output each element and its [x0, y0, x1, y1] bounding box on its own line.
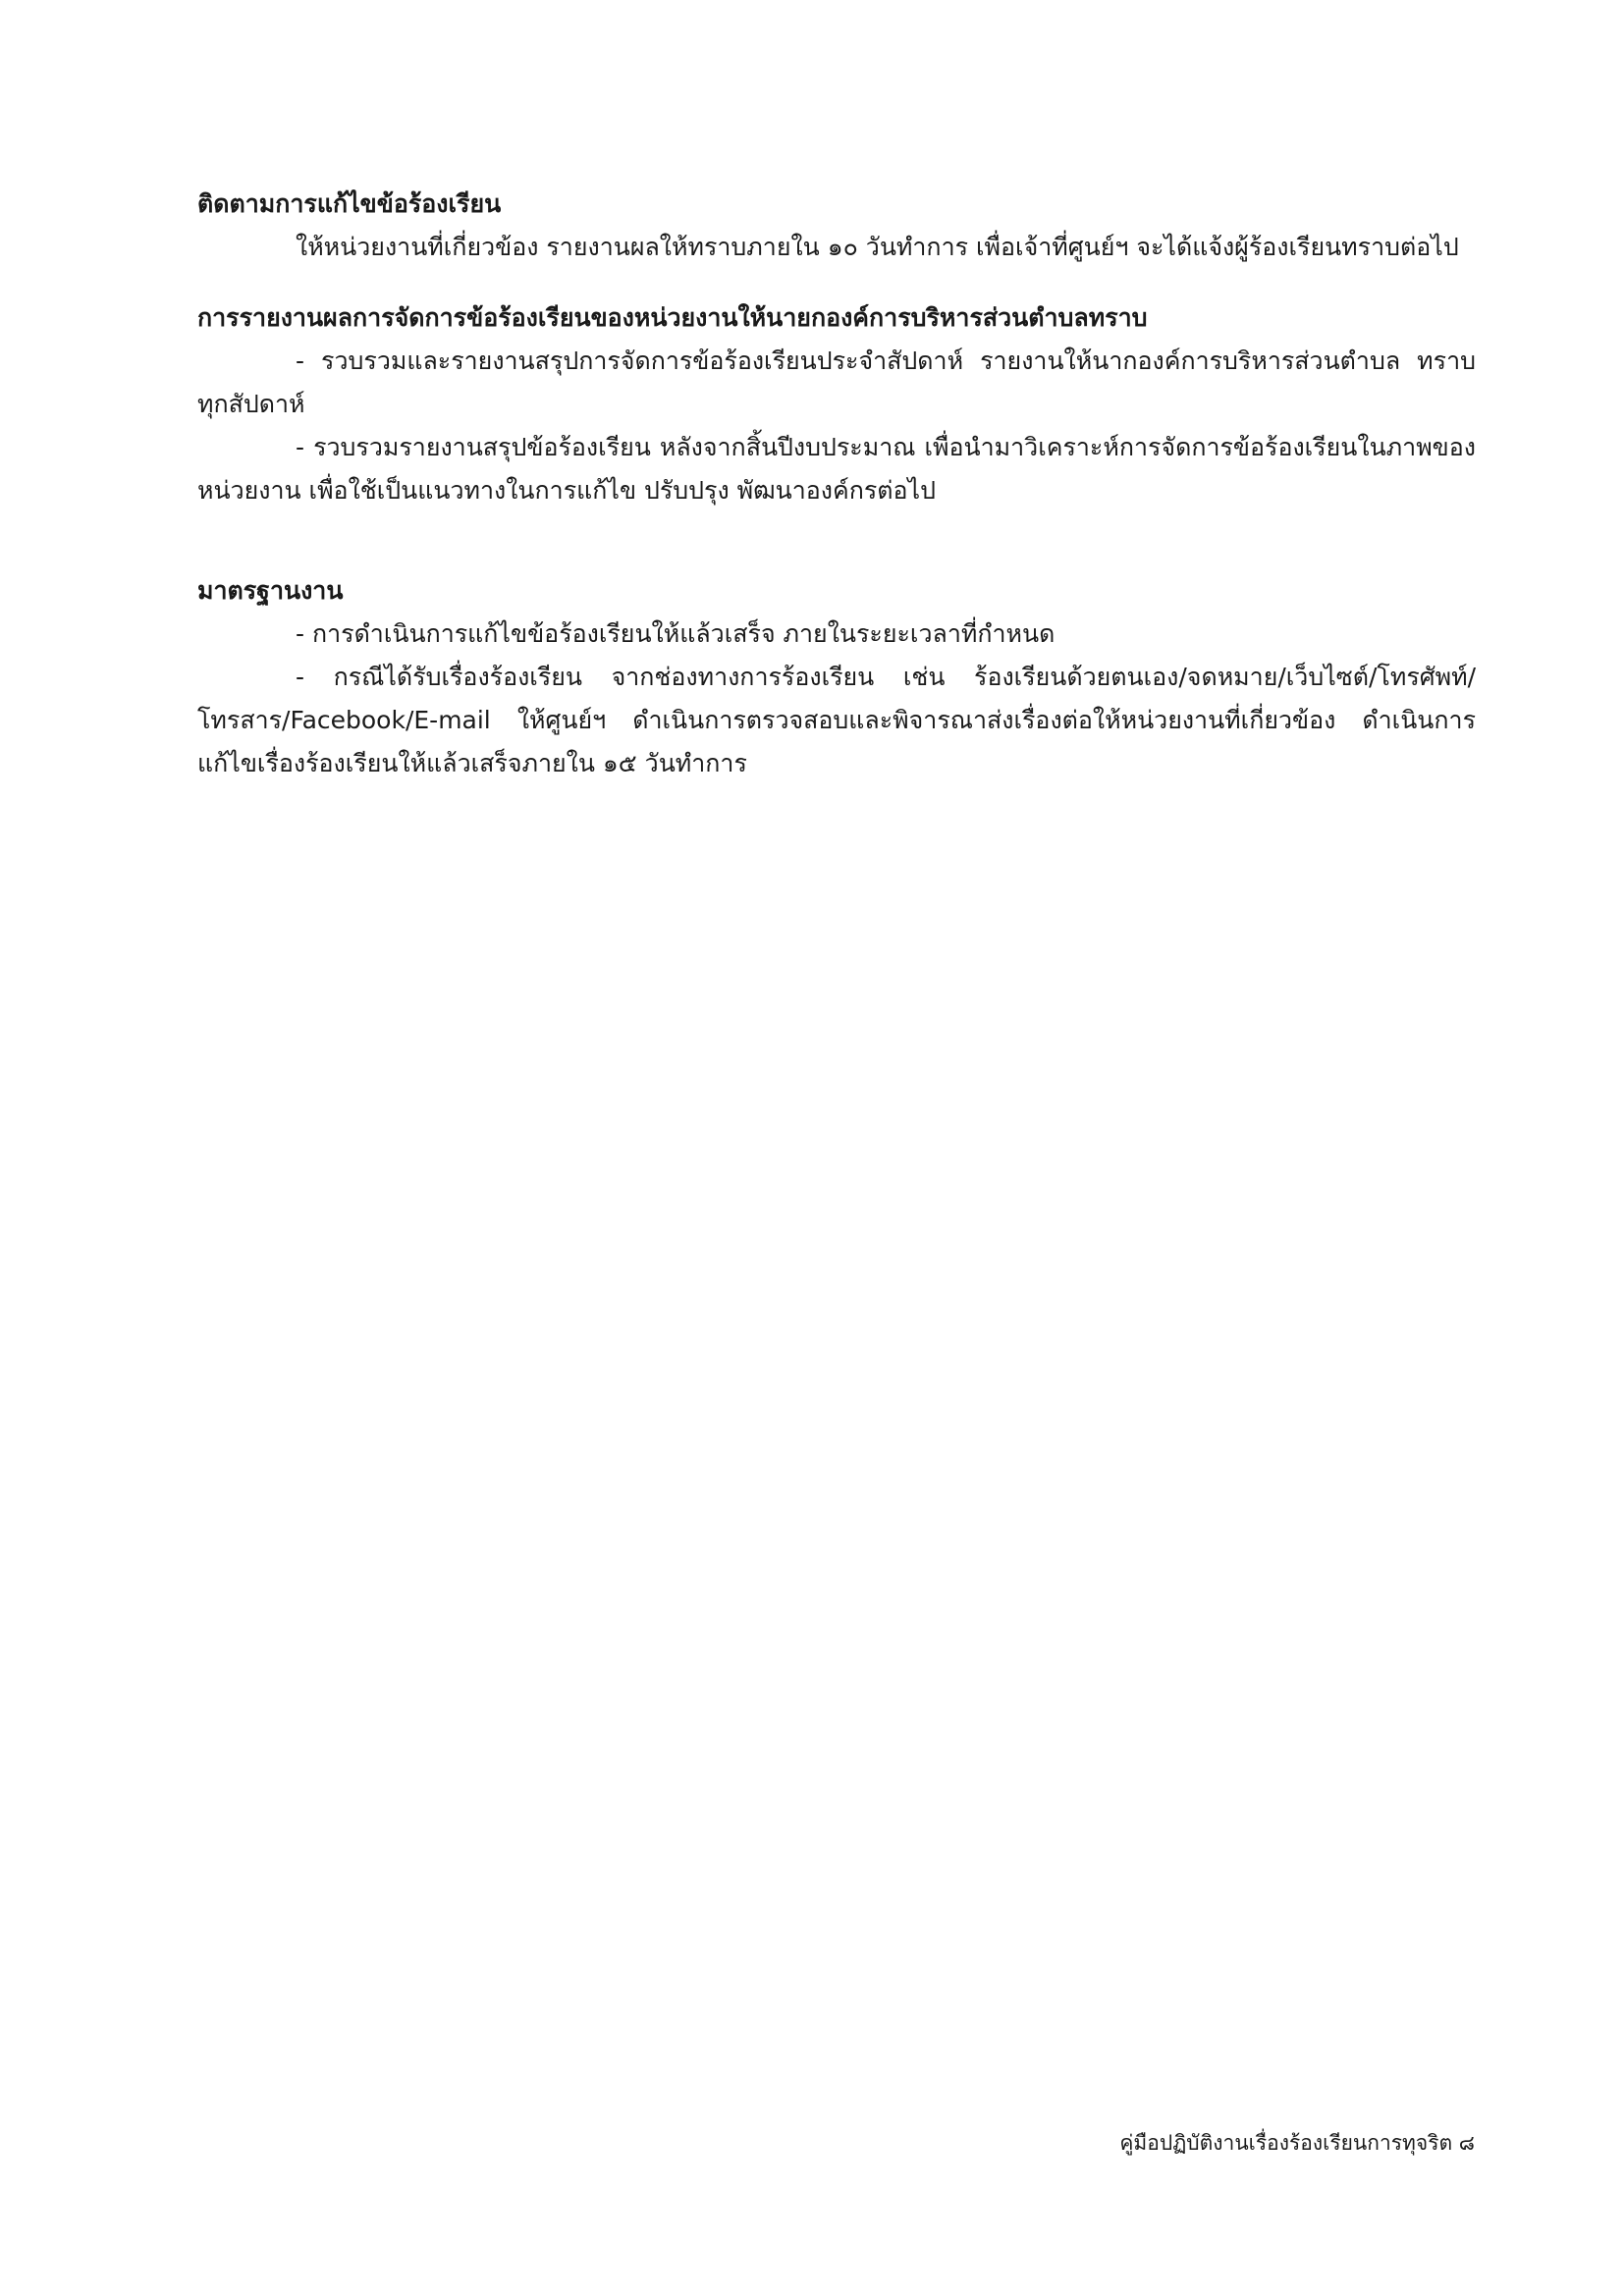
section-heading: การรายงานผลการจัดการข้อร้องเรียนของหน่วยงานให้นายกองค์การบริหารส่วนตำบลทราบ — [197, 303, 1148, 332]
section-heading: มาตรฐานงาน — [197, 576, 344, 605]
page-footer: คู่มือปฏิบัติงานเรื่องร้องเรียนการทุจริต ๘ — [1119, 2131, 1475, 2155]
paragraph: - การดำเนินการแก้ไขข้อร้องเรียนให้แล้วเสร็จ ภายในระยะเวลาที่กำหนด — [296, 619, 1056, 648]
section-reporting — [197, 296, 1476, 512]
document-body — [197, 183, 1476, 785]
paragraph: ให้หน่วยงานที่เกี่ยวข้อง รายงานผลให้ทราบภายใน ๑๐ วันทำการ เพื่อเจ้าที่ศูนย์ฯ จะได้แจ้งผู้ร้องเรียนทราบต่อไป — [296, 233, 1459, 261]
section-heading: ติดตามการแก้ไขข้อร้องเรียน — [197, 189, 502, 218]
section-follow-up — [197, 183, 1476, 269]
section-standards — [197, 569, 1476, 785]
paragraph: - รวบรวมและรายงานสรุปการจัดการข้อร้องเรียนประจำสัปดาห์ รายงานให้นากองค์การบริหารส่วนตำบล ทราบทุกสัปดาห์ — [197, 347, 1476, 418]
paragraph: - รวบรวมรายงานสรุปข้อร้องเรียน หลังจากสิ้นปีงบประมาณ เพื่อนำมาวิเคราะห์การจัดการข้อร้องเรียนในภาพของหน่วยงาน เพื่อใช้เป็นแนวทางในการแก้ไข ปรับปรุง พัฒนาองค์กรต่อไป — [197, 433, 1476, 505]
paragraph: - กรณีได้รับเรื่องร้องเรียน จากช่องทางการร้องเรียน เช่น ร้องเรียนด้วยตนเอง/จดหมาย/เว็บไซต์/โทรศัพท์/โทรสาร/Facebook/E-mail ให้ศูนย์ฯ ดำเนินการตรวจสอบและพิจารณาส่งเรื่องต่อให้หน่วยงานที่เกี่ยวข้อง ดำเนินการแก้ไขเรื่องร้องเรียนให้แล้วเสร็จภายใน ๑๕ วันทำการ — [197, 663, 1476, 777]
